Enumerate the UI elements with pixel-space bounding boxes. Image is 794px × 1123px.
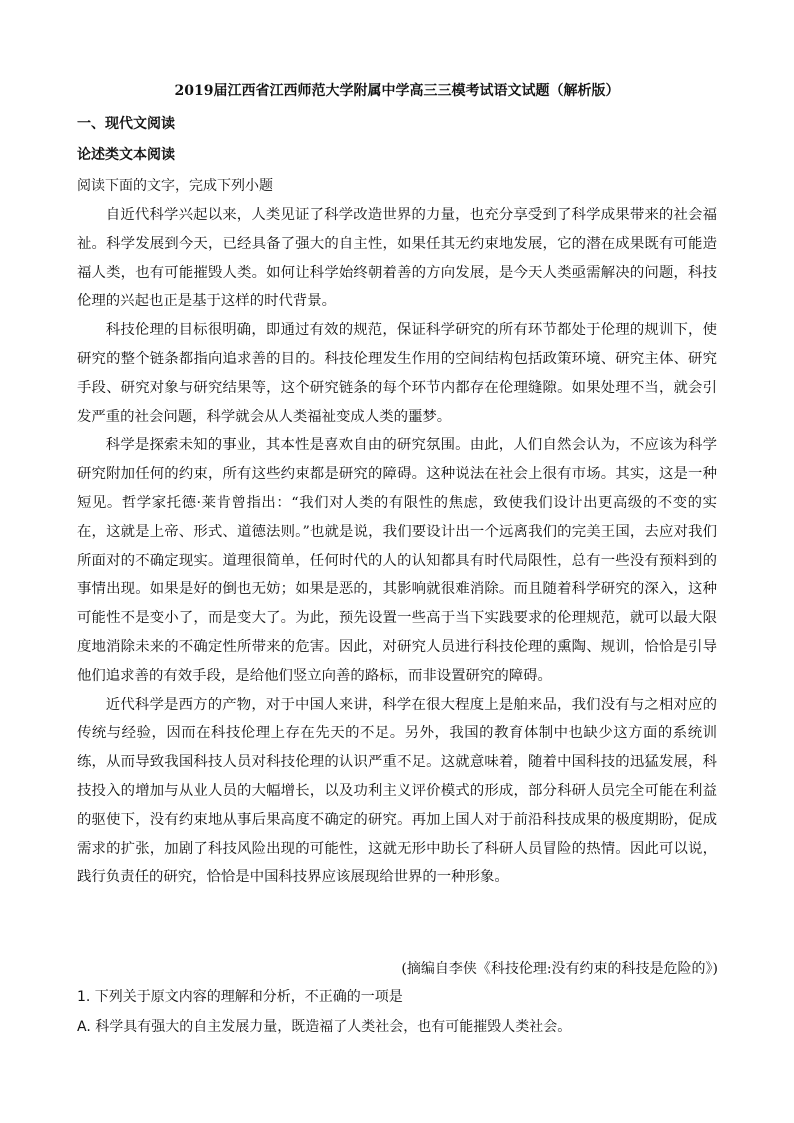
article-paragraph-1: 自近代科学兴起以来，人类见证了科学改造世界的力量，也充分享受到了科学成果带来的社会福祉。科学发展到今天，已经具备了强大的自主性，如果任其无约束地发展，它的潜在成果既有可能造福人类，也有可能摧毁人类。如何让科学始终朝着善的方向发展，是今天人类亟需解决的问题，科技伦理的兴起也正是基于这样的时代背景。	[77, 207, 717, 310]
question-1: 1. 下列关于原文内容的理解和分析，不正确的一项是	[77, 989, 403, 1005]
reading-instruction: 阅读下面的文字，完成下列小题	[77, 178, 273, 194]
article-paragraph-3: 科学是探索未知的事业，其本性是喜欢自由的研究氛围。由此，人们自然会认为，不应该为科学研究附加任何的约束，所有这些约束都是研究的障碍。这种说法在社会上很有市场。其实，这是一种短见。哲学家托德·莱肯曾指出：“我们对人类的有限性的焦虑，致使我们设计出更高级的不变的实在，这就是上帝、形式、道德法则。”也就是说，我们要设计出一个远离我们的完美王国，去应对我们所面对的不确定现实。道理很简单，任何时代的人的认知都具有时代局限性，总有一些没有预料到的事情出现。如果是好的倒也无妨；如果是恶的，其影响就很难消除。而且随着科学研究的深入，这种可能性不是变小了，而是变大了。为此，预先设置一些高于当下实践要求的伦理规范，就可以最大限度地消除未来的不确定性所带来的危害。因此，对研究人员进行科技伦理的熏陶、规训，恰恰是引导他们追求善的有效手段，是给他们竖立向善的路标，而非设置研究的障碍。	[77, 437, 717, 684]
article-paragraph-4: 近代科学是西方的产物，对于中国人来讲，科学在很大程度上是舶来品，我们没有与之相对应的传统与经验，因而在科技伦理上存在先天的不足。另外，我国的教育体制中也缺少这方面的系统训练，从而导致我国科技人员对科技伦理的认识严重不足。这就意味着，随着中国科技的迅猛发展，科技投入的增加与从业人员的大幅增长，以及功利主义评价模式的形成，部分科研人员完全可能在利益的驱使下，没有约束地从事后果高度不确定的研究。再加上国人对于前沿科技成果的极度期盼，促成需求的扩张，加剧了科技风险出现的可能性，这就无形中助长了科研人员冒险的热情。因此可以说，践行负责任的研究，恰恰是中国科技界应该展现给世界的一种形象。	[77, 696, 717, 886]
article-paragraph-2: 科技伦理的目标很明确，即通过有效的规范，保证科学研究的所有环节都处于伦理的规训下，使研究的整个链条都指向追求善的目的。科技伦理发生作用的空间结构包括政策环境、研究主体、研究手段、研究对象与研究结果等，这个研究链条的每个环节内都存在伦理缝隙。如果处理不当，就会引发严重的社会问题，科学就会从人类福祉变成人类的噩梦。	[77, 322, 717, 425]
document-title: 2019届江西省江西师范大学附属中学高三三模考试语文试题（解析版）	[174, 83, 620, 99]
source-citation: (摘编自李侠《科技伦理:没有约束的科技是危险的》)	[401, 961, 718, 977]
subsection-heading: 论述类文本阅读	[77, 147, 175, 163]
section-heading: 一、现代文阅读	[77, 116, 175, 132]
article-body	[77, 201, 717, 892]
question-1-option-a: A. 科学具有强大的自主发展力量，既造福了人类社会，也有可能摧毁人类社会。	[77, 1019, 572, 1035]
